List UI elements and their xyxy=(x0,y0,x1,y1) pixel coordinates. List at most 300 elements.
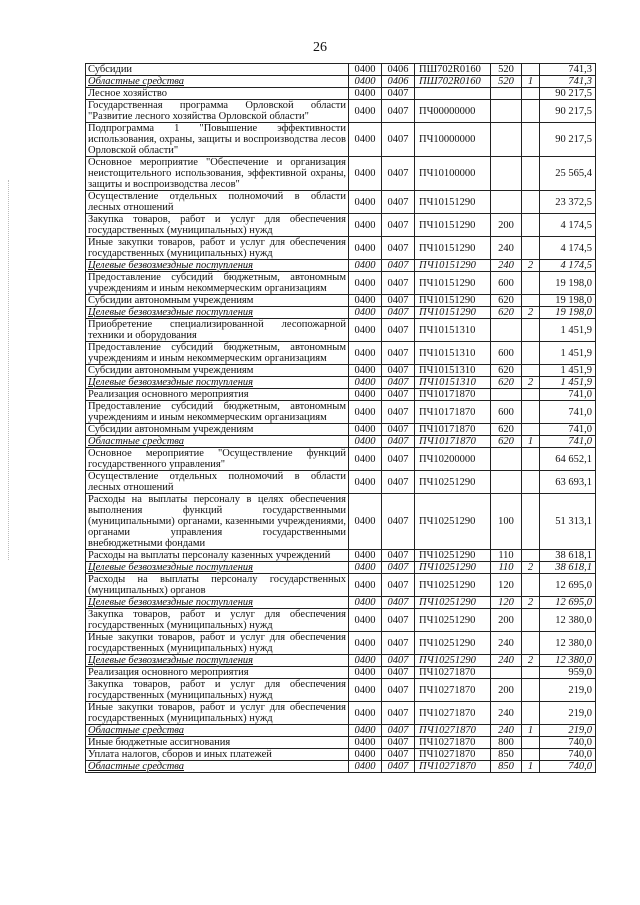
row-expense-type: 600 xyxy=(491,272,522,295)
row-target-article: ПЧ10000000 xyxy=(415,123,491,157)
row-source xyxy=(522,448,540,471)
row-name: Закупка товаров, работ и услуг для обеспечения государственных (муниципальных) нужд xyxy=(86,609,349,632)
row-name: Субсидии автономным учреждениям xyxy=(86,295,349,307)
row-source xyxy=(522,667,540,679)
table-row xyxy=(86,76,596,88)
row-target-article: ПЧ10271870 xyxy=(415,749,491,761)
row-amount: 1 451,9 xyxy=(540,342,596,365)
row-amount: 90 217,5 xyxy=(540,88,596,100)
row-name: Целевые безвозмездные поступления xyxy=(86,307,349,319)
row-source xyxy=(522,88,540,100)
row-expense-type: 100 xyxy=(491,494,522,550)
row-name: Областные средства xyxy=(86,725,349,737)
row-section: 0400 xyxy=(349,737,382,749)
row-section: 0400 xyxy=(349,725,382,737)
row-section: 0400 xyxy=(349,123,382,157)
row-amount: 12 380,0 xyxy=(540,632,596,655)
row-source xyxy=(522,319,540,342)
row-amount: 741,0 xyxy=(540,424,596,436)
row-expense-type: 620 xyxy=(491,307,522,319)
row-target-article: ПЧ10171870 xyxy=(415,389,491,401)
row-subsection: 0407 xyxy=(382,494,415,550)
row-name: Расходы на выплаты персоналу в целях обеспечения выполнения функций государственными (муниципальными) органами, казенными учреждениями, органами управления государственными внебюджетными фондами xyxy=(86,494,349,550)
row-target-article: ПЧ10251290 xyxy=(415,494,491,550)
row-target-article: ПЧ10151290 xyxy=(415,191,491,214)
table-row xyxy=(86,655,596,667)
row-subsection: 0407 xyxy=(382,401,415,424)
row-subsection: 0407 xyxy=(382,319,415,342)
table-row xyxy=(86,737,596,749)
row-amount: 741,0 xyxy=(540,436,596,448)
row-name: Целевые безвозмездные поступления xyxy=(86,260,349,272)
row-amount: 23 372,5 xyxy=(540,191,596,214)
row-expense-type xyxy=(491,123,522,157)
table-row xyxy=(86,749,596,761)
row-subsection: 0407 xyxy=(382,88,415,100)
row-subsection: 0407 xyxy=(382,597,415,609)
row-section: 0400 xyxy=(349,655,382,667)
table-row xyxy=(86,365,596,377)
row-name: Предоставление субсидий бюджетным, автономным учреждениям и иным некоммерческим организациям xyxy=(86,342,349,365)
row-name: Областные средства xyxy=(86,436,349,448)
row-section: 0400 xyxy=(349,191,382,214)
row-source xyxy=(522,424,540,436)
row-source xyxy=(522,123,540,157)
row-subsection: 0407 xyxy=(382,342,415,365)
row-source xyxy=(522,365,540,377)
table-row xyxy=(86,436,596,448)
row-amount: 740,0 xyxy=(540,761,596,773)
row-name: Осуществление отдельных полномочий в области лесных отношений xyxy=(86,471,349,494)
row-expense-type: 850 xyxy=(491,761,522,773)
row-section: 0400 xyxy=(349,295,382,307)
row-expense-type: 620 xyxy=(491,295,522,307)
row-amount: 38 618,1 xyxy=(540,562,596,574)
row-source xyxy=(522,157,540,191)
row-expense-type xyxy=(491,389,522,401)
row-target-article: ПЧ10251290 xyxy=(415,471,491,494)
row-subsection: 0407 xyxy=(382,702,415,725)
row-name: Областные средства xyxy=(86,76,349,88)
row-amount: 12 695,0 xyxy=(540,574,596,597)
table-row xyxy=(86,88,596,100)
row-section: 0400 xyxy=(349,307,382,319)
table-row xyxy=(86,597,596,609)
row-source: 1 xyxy=(522,76,540,88)
row-amount: 741,3 xyxy=(540,76,596,88)
row-amount: 63 693,1 xyxy=(540,471,596,494)
table-row xyxy=(86,702,596,725)
row-source xyxy=(522,237,540,260)
table-row xyxy=(86,342,596,365)
row-source xyxy=(522,494,540,550)
row-source: 1 xyxy=(522,725,540,737)
row-subsection: 0407 xyxy=(382,761,415,773)
row-subsection: 0407 xyxy=(382,123,415,157)
row-subsection: 0407 xyxy=(382,389,415,401)
table-row xyxy=(86,319,596,342)
row-expense-type: 520 xyxy=(491,64,522,76)
table-row xyxy=(86,64,596,76)
table-row xyxy=(86,761,596,773)
row-target-article: ПЧ10271870 xyxy=(415,725,491,737)
row-source xyxy=(522,632,540,655)
row-target-article: ПШ702R0160 xyxy=(415,64,491,76)
row-target-article: ПЧ10151290 xyxy=(415,307,491,319)
row-expense-type: 620 xyxy=(491,377,522,389)
row-name: Субсидии xyxy=(86,64,349,76)
row-amount: 741,0 xyxy=(540,389,596,401)
row-name: Иные бюджетные ассигнования xyxy=(86,737,349,749)
row-subsection: 0407 xyxy=(382,448,415,471)
page-number: 26 xyxy=(313,40,327,55)
table-row xyxy=(86,679,596,702)
row-subsection: 0407 xyxy=(382,679,415,702)
row-section: 0400 xyxy=(349,702,382,725)
row-target-article: ПЧ10151290 xyxy=(415,295,491,307)
row-subsection: 0407 xyxy=(382,655,415,667)
row-section: 0400 xyxy=(349,609,382,632)
row-amount: 741,0 xyxy=(540,401,596,424)
row-target-article: ПЧ00000000 xyxy=(415,100,491,123)
row-subsection: 0407 xyxy=(382,737,415,749)
row-name: Иные закупки товаров, работ и услуг для обеспечения государственных (муниципальных) нужд xyxy=(86,632,349,655)
row-expense-type: 600 xyxy=(491,401,522,424)
row-subsection: 0407 xyxy=(382,550,415,562)
row-expense-type: 620 xyxy=(491,424,522,436)
row-amount: 12 380,0 xyxy=(540,609,596,632)
row-subsection: 0407 xyxy=(382,424,415,436)
row-target-article: ПЧ10251290 xyxy=(415,655,491,667)
row-source: 2 xyxy=(522,655,540,667)
row-target-article: ПЧ10271870 xyxy=(415,679,491,702)
row-amount: 1 451,9 xyxy=(540,365,596,377)
row-target-article: ПЧ10271870 xyxy=(415,737,491,749)
table-row xyxy=(86,214,596,237)
row-section: 0400 xyxy=(349,157,382,191)
row-name: Основное мероприятие "Осуществление функций государственного управления" xyxy=(86,448,349,471)
row-target-article: ПЧ10271870 xyxy=(415,702,491,725)
row-subsection: 0407 xyxy=(382,471,415,494)
row-amount: 51 313,1 xyxy=(540,494,596,550)
row-amount: 740,0 xyxy=(540,737,596,749)
row-amount: 219,0 xyxy=(540,679,596,702)
table-row xyxy=(86,667,596,679)
table-row xyxy=(86,550,596,562)
table-row xyxy=(86,389,596,401)
row-subsection: 0407 xyxy=(382,157,415,191)
row-expense-type: 240 xyxy=(491,260,522,272)
row-subsection: 0407 xyxy=(382,609,415,632)
row-source xyxy=(522,191,540,214)
table-row xyxy=(86,123,596,157)
row-section: 0400 xyxy=(349,365,382,377)
row-section: 0400 xyxy=(349,550,382,562)
row-target-article: ПШ702R0160 xyxy=(415,76,491,88)
row-source xyxy=(522,702,540,725)
row-name: Государственная программа Орловской области "Развитие лесного хозяйства Орловской области" xyxy=(86,100,349,123)
row-source: 2 xyxy=(522,307,540,319)
row-source xyxy=(522,749,540,761)
row-expense-type: 240 xyxy=(491,237,522,260)
row-subsection: 0407 xyxy=(382,574,415,597)
row-amount: 959,0 xyxy=(540,667,596,679)
row-name: Лесное хозяйство xyxy=(86,88,349,100)
row-target-article: ПЧ10151310 xyxy=(415,377,491,389)
row-source xyxy=(522,100,540,123)
row-amount: 4 174,5 xyxy=(540,214,596,237)
row-expense-type xyxy=(491,448,522,471)
row-target-article: ПЧ10171870 xyxy=(415,401,491,424)
row-subsection: 0407 xyxy=(382,562,415,574)
row-expense-type: 240 xyxy=(491,632,522,655)
row-section: 0400 xyxy=(349,260,382,272)
row-source: 1 xyxy=(522,761,540,773)
row-section: 0400 xyxy=(349,632,382,655)
row-subsection: 0406 xyxy=(382,76,415,88)
row-name: Уплата налогов, сборов и иных платежей xyxy=(86,749,349,761)
row-section: 0400 xyxy=(349,64,382,76)
row-expense-type: 240 xyxy=(491,702,522,725)
row-amount: 4 174,5 xyxy=(540,260,596,272)
row-expense-type: 240 xyxy=(491,725,522,737)
row-target-article: ПЧ10151310 xyxy=(415,342,491,365)
row-subsection: 0407 xyxy=(382,667,415,679)
row-target-article: ПЧ10151290 xyxy=(415,214,491,237)
row-expense-type xyxy=(491,88,522,100)
row-amount: 19 198,0 xyxy=(540,295,596,307)
table-row xyxy=(86,574,596,597)
row-expense-type xyxy=(491,157,522,191)
row-amount: 12 380,0 xyxy=(540,655,596,667)
row-section: 0400 xyxy=(349,436,382,448)
row-section: 0400 xyxy=(349,342,382,365)
row-section: 0400 xyxy=(349,88,382,100)
row-target-article: ПЧ10171870 xyxy=(415,436,491,448)
row-amount: 25 565,4 xyxy=(540,157,596,191)
row-expense-type: 200 xyxy=(491,609,522,632)
row-section: 0400 xyxy=(349,494,382,550)
row-section: 0400 xyxy=(349,761,382,773)
row-subsection: 0407 xyxy=(382,191,415,214)
row-target-article: ПЧ10200000 xyxy=(415,448,491,471)
row-amount: 64 652,1 xyxy=(540,448,596,471)
row-expense-type: 620 xyxy=(491,365,522,377)
row-expense-type xyxy=(491,319,522,342)
row-expense-type: 120 xyxy=(491,574,522,597)
row-subsection: 0407 xyxy=(382,365,415,377)
row-source xyxy=(522,214,540,237)
row-target-article: ПЧ10271870 xyxy=(415,667,491,679)
table-row xyxy=(86,632,596,655)
row-target-article: ПЧ10151290 xyxy=(415,260,491,272)
row-name: Приобретение специализированной лесопожарной техники и оборудования xyxy=(86,319,349,342)
row-section: 0400 xyxy=(349,562,382,574)
table-row xyxy=(86,260,596,272)
row-name: Целевые безвозмездные поступления xyxy=(86,655,349,667)
row-source: 2 xyxy=(522,597,540,609)
row-name: Расходы на выплаты персоналу казенных учреждений xyxy=(86,550,349,562)
row-subsection: 0407 xyxy=(382,632,415,655)
row-section: 0400 xyxy=(349,377,382,389)
row-subsection: 0407 xyxy=(382,295,415,307)
row-name: Субсидии автономным учреждениям xyxy=(86,365,349,377)
row-section: 0400 xyxy=(349,272,382,295)
table-row xyxy=(86,272,596,295)
row-subsection: 0407 xyxy=(382,272,415,295)
row-amount: 4 174,5 xyxy=(540,237,596,260)
row-section: 0400 xyxy=(349,679,382,702)
table-row xyxy=(86,157,596,191)
table-row xyxy=(86,377,596,389)
table-row xyxy=(86,401,596,424)
row-section: 0400 xyxy=(349,574,382,597)
table-row xyxy=(86,609,596,632)
row-source xyxy=(522,550,540,562)
row-name: Иные закупки товаров, работ и услуг для обеспечения государственных (муниципальных) нужд xyxy=(86,702,349,725)
row-subsection: 0406 xyxy=(382,64,415,76)
row-name: Целевые безвозмездные поступления xyxy=(86,597,349,609)
row-name: Закупка товаров, работ и услуг для обеспечения государственных (муниципальных) нужд xyxy=(86,679,349,702)
row-name: Реализация основного мероприятия xyxy=(86,667,349,679)
row-section: 0400 xyxy=(349,319,382,342)
scan-edge-mark xyxy=(8,180,11,560)
row-target-article: ПЧ10251290 xyxy=(415,632,491,655)
row-amount: 19 198,0 xyxy=(540,307,596,319)
table-row xyxy=(86,295,596,307)
row-source xyxy=(522,574,540,597)
row-expense-type: 120 xyxy=(491,597,522,609)
row-section: 0400 xyxy=(349,749,382,761)
table-row xyxy=(86,424,596,436)
row-name: Иные закупки товаров, работ и услуг для обеспечения государственных (муниципальных) нужд xyxy=(86,237,349,260)
row-name: Целевые безвозмездные поступления xyxy=(86,377,349,389)
row-expense-type: 600 xyxy=(491,342,522,365)
row-target-article: ПЧ10251290 xyxy=(415,574,491,597)
row-expense-type: 110 xyxy=(491,562,522,574)
row-target-article xyxy=(415,88,491,100)
row-subsection: 0407 xyxy=(382,260,415,272)
row-source xyxy=(522,609,540,632)
row-amount: 19 198,0 xyxy=(540,272,596,295)
row-amount: 1 451,9 xyxy=(540,319,596,342)
row-source: 2 xyxy=(522,377,540,389)
row-subsection: 0407 xyxy=(382,237,415,260)
row-target-article: ПЧ10151310 xyxy=(415,319,491,342)
row-section: 0400 xyxy=(349,214,382,237)
row-amount: 1 451,9 xyxy=(540,377,596,389)
row-subsection: 0407 xyxy=(382,725,415,737)
row-section: 0400 xyxy=(349,100,382,123)
row-amount: 12 695,0 xyxy=(540,597,596,609)
table-row xyxy=(86,307,596,319)
budget-table-body xyxy=(86,64,596,773)
row-name: Субсидии автономным учреждениям xyxy=(86,424,349,436)
row-expense-type: 800 xyxy=(491,737,522,749)
row-source xyxy=(522,342,540,365)
row-section: 0400 xyxy=(349,237,382,260)
table-row xyxy=(86,471,596,494)
row-expense-type: 850 xyxy=(491,749,522,761)
row-name: Областные средства xyxy=(86,761,349,773)
row-section: 0400 xyxy=(349,76,382,88)
row-amount: 38 618,1 xyxy=(540,550,596,562)
row-name: Реализация основного мероприятия xyxy=(86,389,349,401)
row-source xyxy=(522,679,540,702)
row-name: Подпрограмма 1 "Повышение эффективности использования, охраны, защиты и воспроизводства лесов Орловской области" xyxy=(86,123,349,157)
row-expense-type: 620 xyxy=(491,436,522,448)
row-section: 0400 xyxy=(349,424,382,436)
row-name: Целевые безвозмездные поступления xyxy=(86,562,349,574)
row-name: Расходы на выплаты персоналу государственных (муниципальных) органов xyxy=(86,574,349,597)
row-expense-type: 200 xyxy=(491,214,522,237)
row-source: 1 xyxy=(522,436,540,448)
row-section: 0400 xyxy=(349,597,382,609)
row-section: 0400 xyxy=(349,401,382,424)
row-amount: 741,3 xyxy=(540,64,596,76)
row-amount: 219,0 xyxy=(540,702,596,725)
table-row xyxy=(86,191,596,214)
row-name: Предоставление субсидий бюджетным, автономным учреждениям и иным некоммерческим организациям xyxy=(86,272,349,295)
table-row xyxy=(86,448,596,471)
row-expense-type xyxy=(491,100,522,123)
row-source xyxy=(522,471,540,494)
row-expense-type xyxy=(491,667,522,679)
row-expense-type: 200 xyxy=(491,679,522,702)
row-source: 2 xyxy=(522,260,540,272)
row-target-article: ПЧ10271870 xyxy=(415,761,491,773)
row-name: Предоставление субсидий бюджетным, автономным учреждениям и иным некоммерческим организациям xyxy=(86,401,349,424)
row-expense-type xyxy=(491,191,522,214)
row-subsection: 0407 xyxy=(382,100,415,123)
row-source xyxy=(522,389,540,401)
table-row xyxy=(86,237,596,260)
row-target-article: ПЧ10151290 xyxy=(415,272,491,295)
row-amount: 740,0 xyxy=(540,749,596,761)
row-subsection: 0407 xyxy=(382,749,415,761)
table-row xyxy=(86,100,596,123)
row-target-article: ПЧ10251290 xyxy=(415,550,491,562)
row-section: 0400 xyxy=(349,448,382,471)
table-row xyxy=(86,494,596,550)
row-expense-type: 240 xyxy=(491,655,522,667)
row-target-article: ПЧ10151290 xyxy=(415,237,491,260)
row-expense-type: 520 xyxy=(491,76,522,88)
row-section: 0400 xyxy=(349,471,382,494)
row-target-article: ПЧ10100000 xyxy=(415,157,491,191)
row-source xyxy=(522,295,540,307)
table-row xyxy=(86,725,596,737)
row-section: 0400 xyxy=(349,389,382,401)
row-source: 2 xyxy=(522,562,540,574)
row-name: Основное мероприятие "Обеспечение и организация неистощительного использования, эффективной охраны, защиты и воспроизводства лесов" xyxy=(86,157,349,191)
row-amount: 219,0 xyxy=(540,725,596,737)
table-row xyxy=(86,562,596,574)
row-subsection: 0407 xyxy=(382,307,415,319)
row-target-article: ПЧ10151310 xyxy=(415,365,491,377)
row-expense-type xyxy=(491,471,522,494)
row-amount: 90 217,5 xyxy=(540,123,596,157)
row-target-article: ПЧ10171870 xyxy=(415,424,491,436)
row-amount: 90 217,5 xyxy=(540,100,596,123)
row-target-article: ПЧ10251290 xyxy=(415,597,491,609)
row-subsection: 0407 xyxy=(382,436,415,448)
row-target-article: ПЧ10251290 xyxy=(415,562,491,574)
budget-table xyxy=(85,63,596,773)
row-source xyxy=(522,401,540,424)
row-target-article: ПЧ10251290 xyxy=(415,609,491,632)
row-source xyxy=(522,272,540,295)
